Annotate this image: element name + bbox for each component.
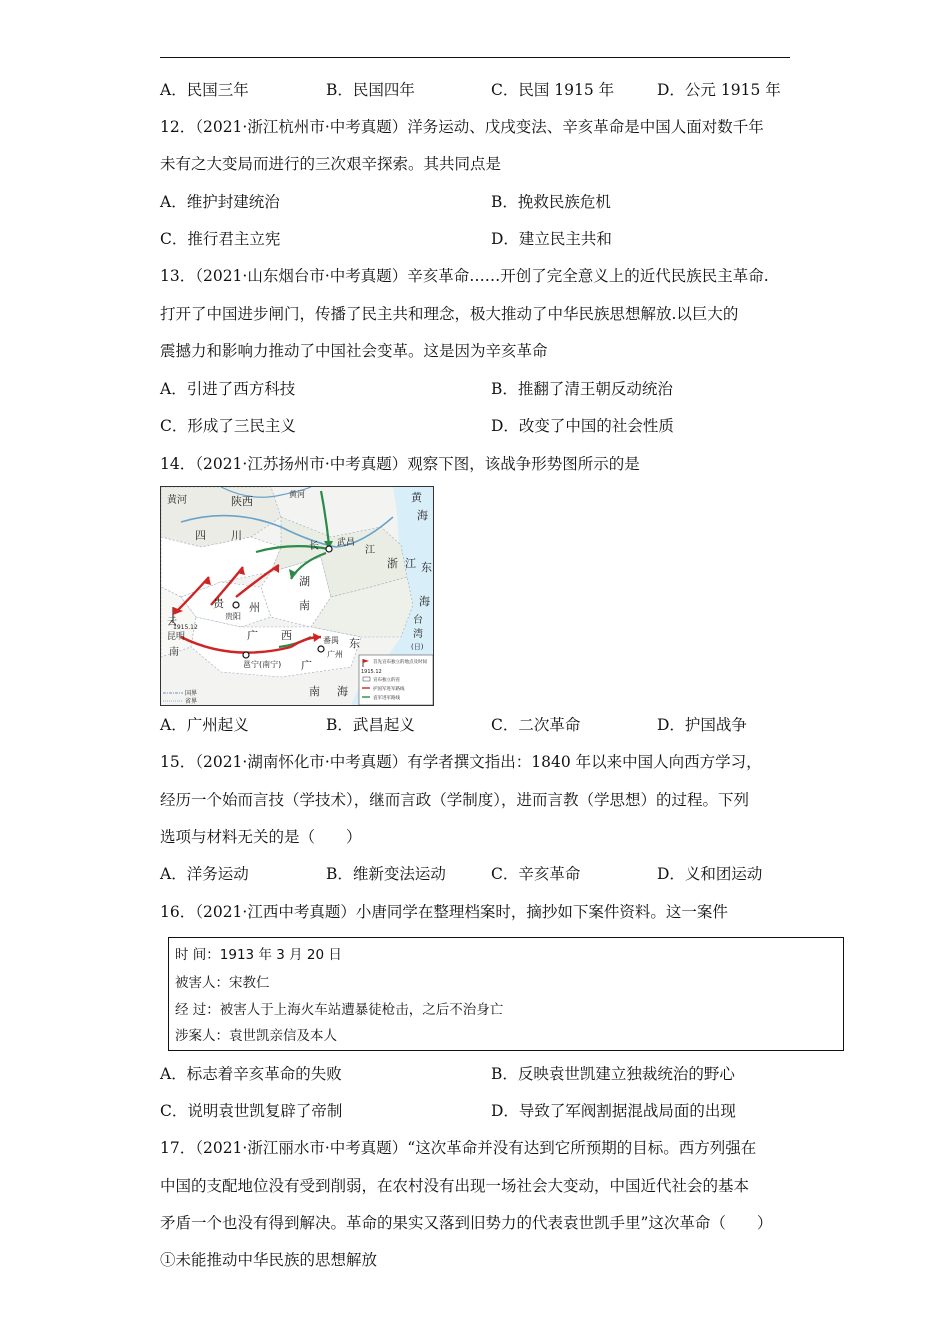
legend-text: 袁军进军路线: [373, 696, 400, 701]
case-record-time: 时 间：1913 年 3 月 20 日: [175, 947, 342, 963]
q14-option-a[interactable]: A．广州起义: [160, 716, 249, 734]
q13-stem-line-2: 打开了中国进步闸门，传播了民主共和理念，极大推动了中华民族思想解放.以巨大的: [160, 305, 739, 323]
q12-option-b[interactable]: B．挽救民族危机: [491, 193, 611, 211]
q11-option-a[interactable]: A．民国三年: [160, 81, 249, 99]
q13-option-a[interactable]: A．引进了西方科技: [160, 380, 296, 398]
legend-date: 1915.12: [361, 669, 382, 675]
map-label: 州: [249, 601, 260, 614]
wuchang-marker: [326, 546, 332, 552]
q16-stem-line-1: 16．（2021·江西中考真题）小唐同学在整理档案时，摘抄如下案件资料。这一案件: [160, 903, 728, 921]
q15-stem-line-2: 经历一个始而言技（学技术），继而言政（学制度），进而言教（学思想）的过程。下列: [160, 791, 750, 809]
map-label: 浙: [387, 557, 398, 570]
map-label: 四: [195, 529, 206, 542]
map-label: 湾: [413, 629, 423, 640]
war-situation-map: [160, 486, 434, 706]
q15-option-b[interactable]: B．维新变法运动: [326, 865, 446, 883]
map-label: 东: [349, 637, 360, 650]
map-label: 贵: [213, 597, 224, 610]
map-label: 南: [299, 599, 310, 612]
case-record-victim: 被害人：宋教仁: [175, 975, 270, 991]
q13-stem-line-3: 震撼力和影响力推动了中国社会变革。这是因为辛亥革命: [160, 342, 548, 360]
map-label: 江: [405, 557, 416, 570]
map-label: (日): [411, 643, 424, 651]
map-label: 黄: [411, 491, 422, 504]
map-label: 番禺: [323, 636, 339, 645]
map-label: 黄河: [289, 490, 305, 499]
legend-text: 护国军进军路线: [373, 687, 405, 692]
q14-option-c[interactable]: C．二次革命: [491, 716, 581, 734]
nanning-marker: [243, 652, 249, 658]
legend-text: 国界: [185, 690, 198, 697]
map-label: 云: [167, 617, 177, 628]
case-record-suspect: 涉案人：袁世凯亲信及本人: [175, 1028, 337, 1044]
q16-option-c[interactable]: C．说明袁世凯复辟了帝制: [160, 1102, 343, 1120]
q12-option-d[interactable]: D．建立民主共和: [491, 230, 612, 248]
q15-stem-line-1: 15．（2021·湖南怀化市·中考真题）有学者撰文指出：1840 年以来中国人向西方学习，: [160, 753, 762, 771]
q17-stem-line-2: 中国的支配地位没有受到削弱，在农村没有出现一场社会大变动，中国近代社会的基本: [160, 1177, 750, 1195]
q15-stem-line-3: 选项与材料无关的是（ ）: [160, 828, 362, 846]
q11-option-c[interactable]: C．民国 1915 年: [491, 81, 615, 99]
map-label: 江: [365, 545, 375, 556]
q12-option-c[interactable]: C．推行君主立宪: [160, 230, 281, 248]
q12-stem-line-2: 未有之大变局而进行的三次艰辛探索。其共同点是: [160, 155, 502, 173]
q16-option-b[interactable]: B．反映袁世凯建立独裁统治的野心: [491, 1065, 735, 1083]
map-label: 邕宁(南宁): [243, 660, 282, 669]
map-label: 海: [417, 509, 428, 522]
map-label: 1915.12: [173, 624, 198, 631]
q13-option-b[interactable]: B．推翻了清王朝反动统治: [491, 380, 673, 398]
map-label: 海: [419, 595, 430, 608]
q14-stem-line-1: 14．（2021·江苏扬州市·中考真题）观察下图，该战争形势图所示的是: [160, 455, 640, 473]
q14-option-d[interactable]: D．护国战争: [657, 716, 747, 734]
guiyang-marker: [233, 602, 239, 608]
header-rule: [160, 57, 790, 58]
map-label: 昆明: [167, 632, 186, 642]
q13-option-c[interactable]: C．形成了三民主义: [160, 417, 296, 435]
legend-text: 首先宣布独立的地点及时间: [373, 660, 427, 665]
map-label: 广: [247, 629, 258, 642]
case-record-box: [168, 937, 844, 1051]
map-label: 贵阳: [225, 612, 241, 621]
map-label: 西: [281, 629, 292, 642]
case-record-process: 经 过：被害人于上海火车站遭暴徒枪击，之后不治身亡: [175, 1002, 504, 1018]
map-label: 湖: [299, 575, 310, 588]
map-label: 台: [413, 615, 423, 626]
q14-option-b[interactable]: B．武昌起义: [326, 716, 415, 734]
map-label: 长: [309, 541, 319, 552]
map-label: 南: [309, 685, 320, 698]
q11-option-b[interactable]: B．民国四年: [326, 81, 415, 99]
map-label: 广: [301, 659, 312, 672]
q15-option-a[interactable]: A．洋务运动: [160, 865, 249, 883]
q16-option-d[interactable]: D．导致了军阀割据混战局面的出现: [491, 1102, 736, 1120]
map-label: 川: [231, 529, 242, 542]
legend-text: 宣布独立的省: [373, 678, 400, 683]
guangzhou-marker: [318, 646, 324, 652]
q13-option-d[interactable]: D．改变了中国的社会性质: [491, 417, 674, 435]
map-legend: [359, 655, 433, 705]
q15-option-d[interactable]: D．义和团运动: [657, 865, 763, 883]
q12-stem-line-1: 12．（2021·浙江杭州市·中考真题）洋务运动、戊戌变法、辛亥革命是中国人面对数千年: [160, 118, 764, 136]
q16-option-a[interactable]: A．标志着辛亥革命的失败: [160, 1065, 342, 1083]
q17-statement-1[interactable]: ①未能推动中华民族的思想解放: [160, 1251, 378, 1269]
map-label: 武昌: [337, 538, 356, 548]
map-label: 黄河: [167, 495, 187, 506]
q12-option-a[interactable]: A．维护封建统治: [160, 193, 280, 211]
map-label: 广州: [327, 650, 343, 659]
map-label: 陕西: [231, 495, 253, 508]
q17-stem-line-3: 矛盾一个也没有得到解决。革命的果实又落到旧势力的代表袁世凯手里”这次革命（ ）: [160, 1214, 773, 1232]
map-label: 海: [337, 685, 348, 698]
map-label: 东: [421, 561, 432, 574]
q17-stem-line-1: 17．（2021·浙江丽水市·中考真题）“这次革命并没有达到它所预期的目标。西方列强在: [160, 1139, 757, 1157]
q13-stem-line-1: 13．（2021·山东烟台市·中考真题）辛亥革命……开创了完全意义上的近代民族民主革命.: [160, 267, 769, 285]
q11-option-d[interactable]: D．公元 1915 年: [657, 81, 781, 99]
q15-option-c[interactable]: C．辛亥革命: [491, 865, 581, 883]
legend-text: 省界: [185, 698, 198, 705]
map-label: 南: [169, 647, 179, 658]
